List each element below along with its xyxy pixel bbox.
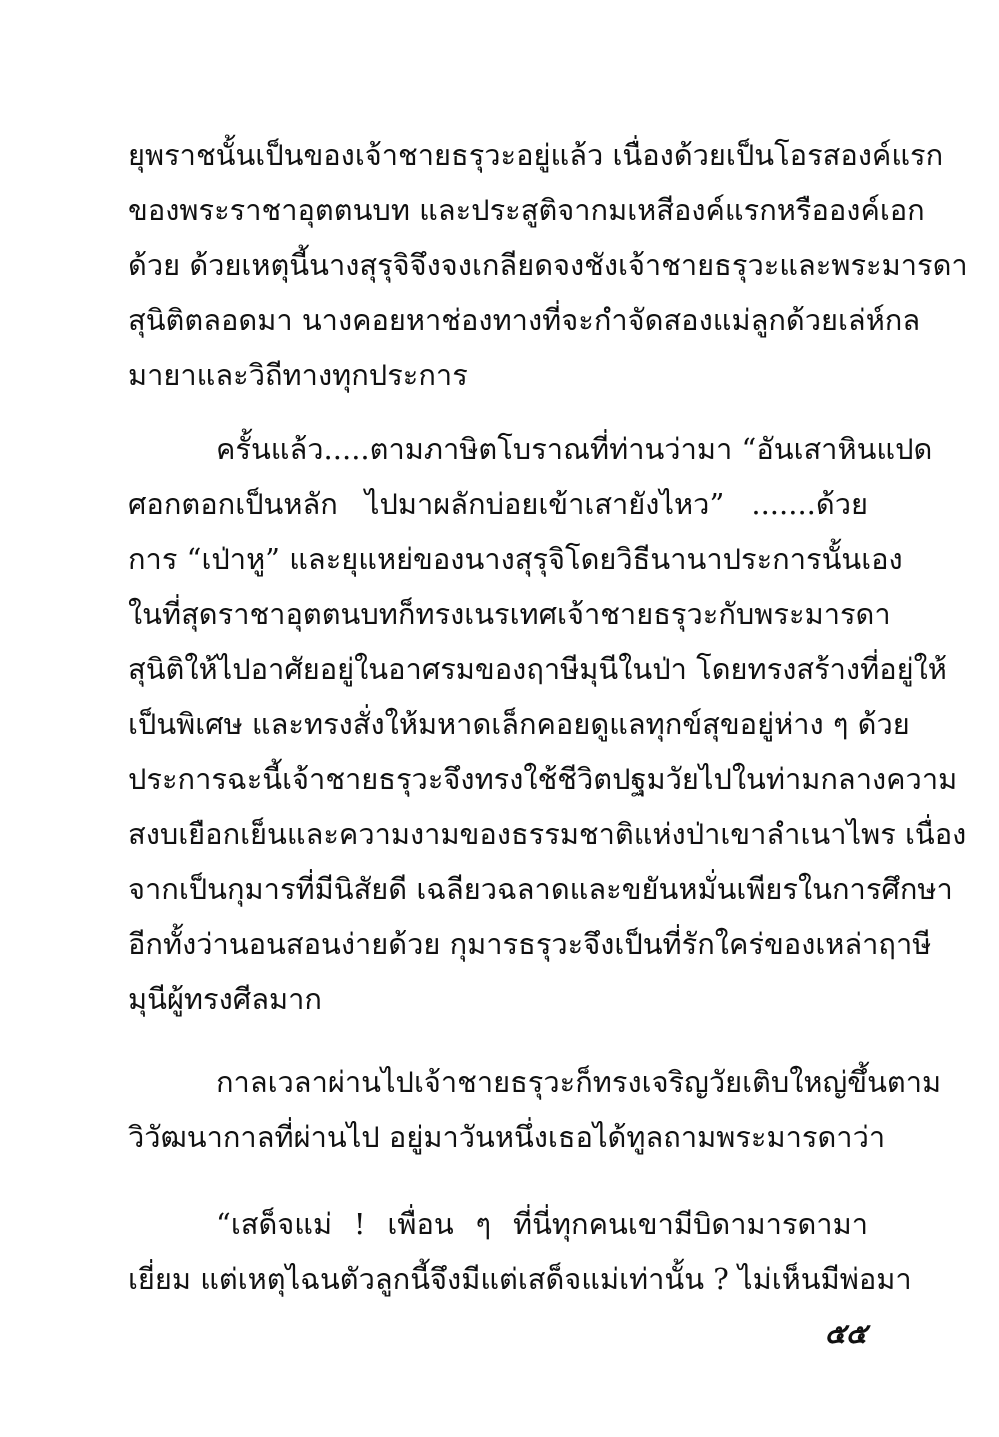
text-line: มายาและวิถีทางทุกประการ xyxy=(128,358,468,392)
paragraph-4 xyxy=(128,1197,912,1307)
text-line: สงบเยือกเย็นและความงามของธรรมชาติแห่งป่าเขาลำเนาไพร เนื่อง xyxy=(128,817,967,851)
paragraph-3 xyxy=(128,1055,942,1165)
text-line: สุนิติให้ไปอาศัยอยู่ในอาศรมของฤาษีมุนีในป่า โดยทรงสร้างที่อยู่ให้ xyxy=(128,652,947,686)
text-line: ยุพราชนั้นเป็นของเจ้าชายธรุวะอยู่แล้ว เนื่องด้วยเป็นโอรสองค์แรก xyxy=(128,138,944,172)
text-line: ด้วย ด้วยเหตุนี้นางสุรุจิจึงจงเกลียดจงชังเจ้าชายธรุวะและพระมารดา xyxy=(128,248,968,282)
text-line: การ “เป่าหู” และยุแหย่ของนางสุรุจิโดยวิธีนานาประการนั้นเอง xyxy=(128,542,903,576)
text-line: ครั้นแล้ว.....ตามภาษิตโบราณที่ท่านว่ามา “อันเสาหินแปด xyxy=(216,432,933,466)
text-line: เป็นพิเศษ และทรงสั่งให้มหาดเล็กคอยดูแลทุกข์สุขอยู่ห่าง ๆ ด้วย xyxy=(128,707,910,741)
text-line: ของพระราชาอุตตนบท และประสูติจากมเหสีองค์แรกหรือองค์เอก xyxy=(128,193,925,227)
text-line: วิวัฒนากาลที่ผ่านไป อยู่มาวันหนึ่งเธอได้ทูลถามพระมารดาว่า xyxy=(128,1120,886,1154)
text-line: ศอกตอกเป็นหลัก ไปมาผลักบ่อยเข้าเสายังไหว” .......ด้วย xyxy=(128,487,868,521)
text-line: เยี่ยม แต่เหตุไฉนตัวลูกนี้จึงมีแต่เสด็จแม่เท่านั้น ? ไม่เห็นมีพ่อมา xyxy=(128,1262,912,1296)
text-line: จากเป็นกุมารที่มีนิสัยดี เฉลียวฉลาดและขยันหมั่นเพียรในการศึกษา xyxy=(128,872,953,906)
paragraph-2 xyxy=(128,422,967,1027)
text-line: ในที่สุดราชาอุตตนบทก็ทรงเนรเทศเจ้าชายธรุวะกับพระมารดา xyxy=(128,597,891,631)
page-number: ๕๕ xyxy=(824,1317,867,1350)
text-line: สุนิติตลอดมา นางคอยหาช่องทางที่จะกำจัดสองแม่ลูกด้วยเล่ห์กล xyxy=(128,303,921,337)
paragraph-1 xyxy=(128,128,968,403)
text-line: ประการฉะนี้เจ้าชายธรุวะจึงทรงใช้ชีวิตปฐมวัยไปในท่ามกลางความ xyxy=(128,762,958,796)
text-line: กาลเวลาผ่านไปเจ้าชายธรุวะก็ทรงเจริญวัยเติบใหญ่ขึ้นตาม xyxy=(216,1065,942,1099)
text-line: มุนีผู้ทรงศีลมาก xyxy=(128,982,322,1016)
text-line: อีกทั้งว่านอนสอนง่ายด้วย กุมารธรุวะจึงเป็นที่รักใคร่ของเหล่าฤาษี xyxy=(128,927,932,961)
text-line: “เสด็จแม่ ! เพื่อน ๆ ที่นี่ทุกคนเขามีบิดามารดามา xyxy=(216,1207,868,1241)
